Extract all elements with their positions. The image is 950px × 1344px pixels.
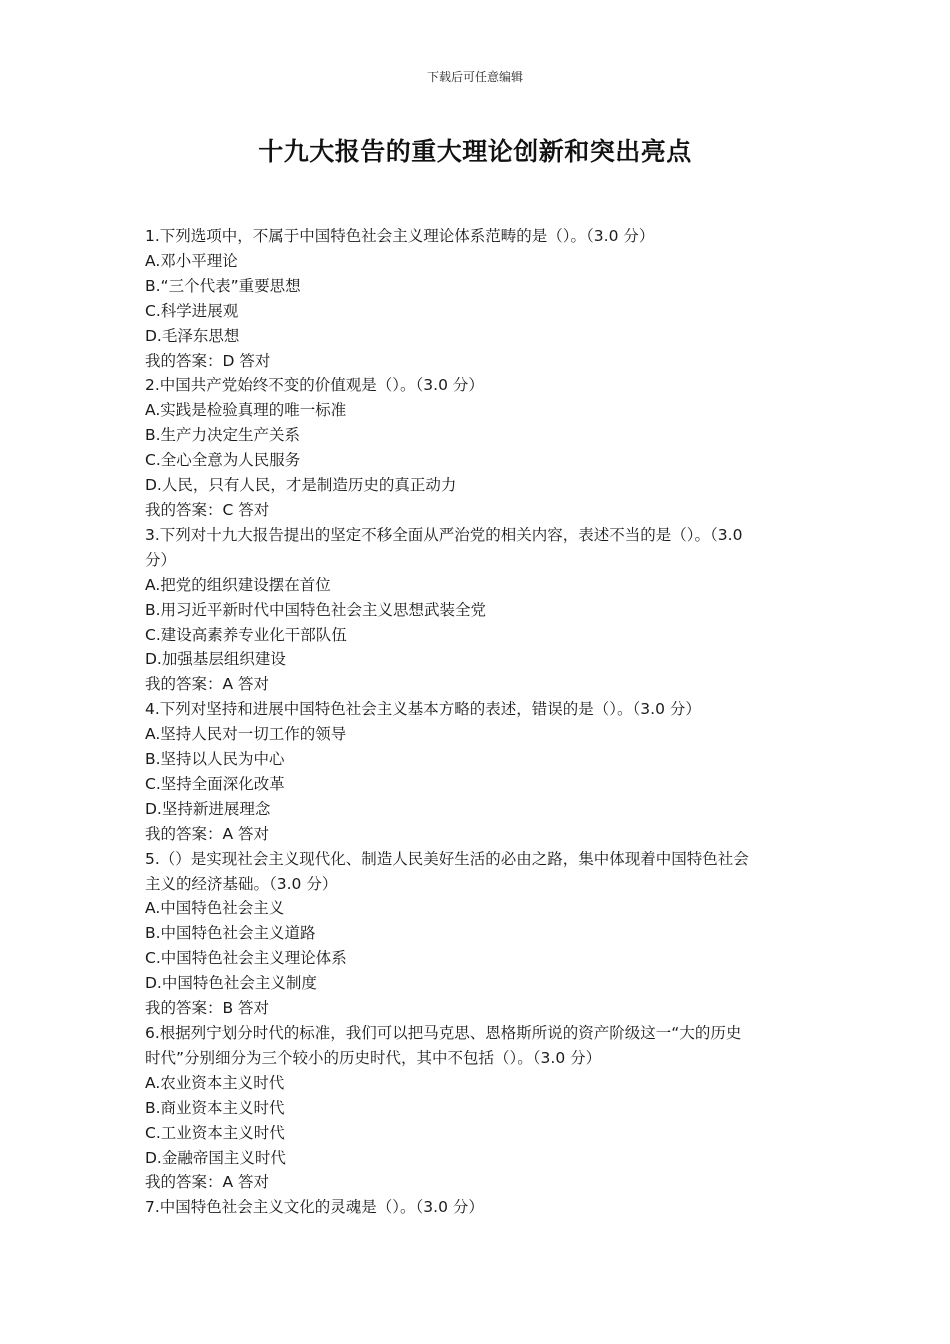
question-4-answer: 我的答案：A 答对: [145, 824, 270, 843]
question-4-option-a: A.坚持人民对一切工作的领导: [145, 725, 347, 744]
question-7-stem: 7.中国特色社会主义文化的灵魂是（）。（3.0 分）: [145, 1198, 484, 1217]
question-1-answer: 我的答案：D 答对: [145, 351, 271, 370]
document-title: 十九大报告的重大理论创新和突出亮点: [258, 137, 692, 166]
question-5-answer: 我的答案：B 答对: [145, 999, 270, 1018]
question-2-option-a: A.实践是检验真理的唯一标准: [145, 401, 347, 420]
question-1-option-b: B.“三个代表”重要思想: [145, 276, 301, 295]
question-1-option-c: C.科学进展观: [145, 301, 239, 320]
question-1-option-a: A.邓小平理论: [145, 251, 238, 270]
question-5-stem-cont: 主义的经济基础。（3.0 分）: [145, 874, 338, 893]
question-3-answer: 我的答案：A 答对: [145, 675, 270, 694]
question-1-stem: 1.下列选项中，不属于中国特色社会主义理论体系范畴的是（）。（3.0 分）: [145, 227, 655, 245]
question-3-option-c: C.建设高素养专业化干部队伍: [145, 625, 347, 644]
question-6-stem-cont: 时代”分别细分为三个较小的历史时代，其中不包括（）。（3.0 分）: [145, 1048, 602, 1067]
header-note: 下载后可任意编辑: [426, 70, 523, 84]
question-2-stem: 2.中国共产党始终不变的价值观是（）。（3.0 分）: [145, 376, 484, 395]
question-4-stem: 4.下列对坚持和进展中国特色社会主义基本方略的表述，错误的是（）。（3.0 分）: [145, 700, 701, 719]
question-3-stem-cont: 分）: [145, 550, 177, 569]
question-2-option-b: B.生产力决定生产关系: [145, 426, 301, 445]
question-1-option-d: D.毛泽东思想: [145, 326, 240, 345]
question-list: [145, 224, 810, 1220]
question-6-option-b: B.商业资本主义时代: [145, 1098, 285, 1117]
question-5-option-c: C.中国特色社会主义理论体系: [145, 949, 347, 968]
question-6-option-a: A.农业资本主义时代: [145, 1073, 285, 1092]
question-3-option-b: B.用习近平新时代中国特色社会主义思想武装全党: [145, 600, 487, 619]
question-3-option-d: D.加强基层组织建设: [145, 650, 286, 669]
question-6-stem: 6.根据列宁划分时代的标准，我们可以把马克思、恩格斯所说的资产阶级这一“大的历史: [145, 1024, 742, 1042]
question-5-option-a: A.中国特色社会主义: [145, 899, 285, 918]
question-4-option-c: C.坚持全面深化改革: [145, 774, 285, 793]
question-4-option-b: B.坚持以人民为中心: [145, 750, 285, 769]
question-3-option-a: A.把党的组织建设摆在首位: [145, 575, 331, 594]
question-5-stem: 5.（）是实现社会主义现代化、制造人民美好生活的必由之路，集中体现着中国特色社会: [145, 849, 749, 868]
question-2-option-c: C.全心全意为人民服务: [145, 451, 301, 470]
question-4-option-d: D.坚持新进展理念: [145, 799, 271, 818]
question-6-answer: 我的答案：A 答对: [145, 1173, 270, 1192]
question-2-option-d: D.人民，只有人民，才是制造历史的真正动力: [145, 476, 457, 495]
question-5-option-b: B.中国特色社会主义道路: [145, 924, 316, 943]
question-2-answer: 我的答案：C 答对: [145, 500, 270, 519]
question-5-option-d: D.中国特色社会主义制度: [145, 974, 317, 993]
question-6-option-d: D.金融帝国主义时代: [145, 1148, 286, 1167]
question-6-option-c: C.工业资本主义时代: [145, 1123, 285, 1142]
question-3-stem: 3.下列对十九大报告提出的坚定不移全面从严治党的相关内容，表述不当的是（）。（3.0: [145, 525, 743, 544]
